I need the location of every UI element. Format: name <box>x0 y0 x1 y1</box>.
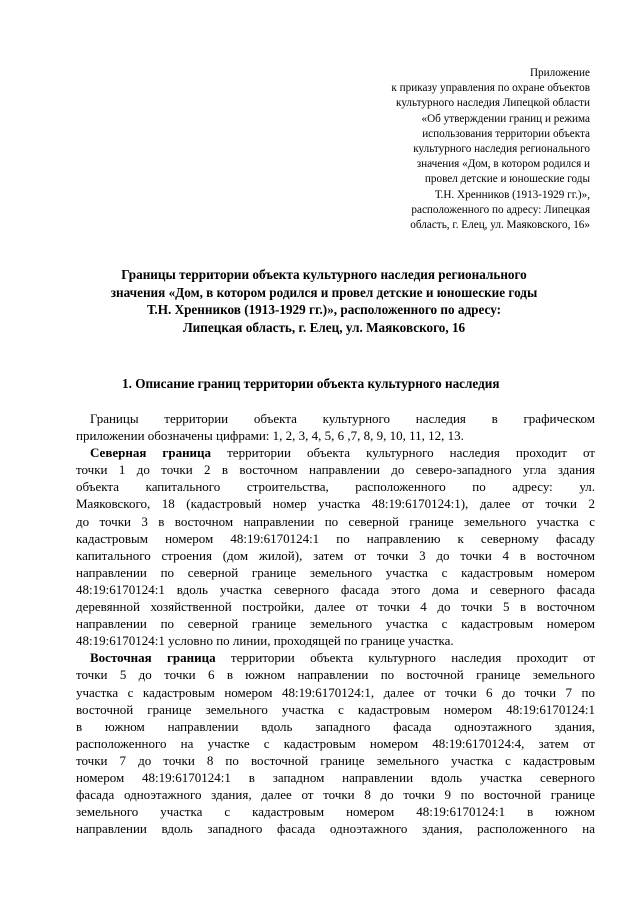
title-line: Т.Н. Хренников (1913-1929 гг.)», расположенного по адресу: <box>146 302 502 317</box>
paragraph-line: точки 1 до точки 2 в восточном направлении до северо-западного угла здания <box>76 462 595 478</box>
appendix-block <box>290 66 590 233</box>
east-boundary-label: Восточная граница <box>90 650 216 666</box>
paragraph-line: расположенного на участке с кадастровым номером 48:19:6170124:4, затем от <box>76 735 595 751</box>
paragraph-line: до точки 3 в восточном направлении по северной границе земельного участка с <box>76 513 595 529</box>
paragraph-line: приложении обозначены цифрами: 1, 2, 3, 4, 5, 6 ,7, 8, 9, 10, 11, 12, 13. <box>76 428 464 444</box>
paragraph-line: точки 7 до точки 8 по восточной границе земельного участка с кадастровым <box>76 752 595 768</box>
paragraph-text: территории объекта культурного наследия проходит от <box>211 445 595 461</box>
appendix-line: Приложение <box>529 67 590 79</box>
paragraph-line: фасада одноэтажного здания, далее от точки 8 до точки 9 по восточной границе <box>76 787 595 803</box>
appendix-line: расположенного по адресу: Липецкая <box>411 203 590 216</box>
paragraph-line: 48:19:6170124:1 условно по линии, проходящей по границе участка. <box>76 633 454 649</box>
document-title <box>60 266 588 336</box>
paragraph-line: земельного участка с кадастровым номером 48:19:6170124:1 в южном <box>76 804 595 820</box>
body-text <box>76 410 595 837</box>
paragraph-line: капитального строения (дом жилой), затем от точки 3 до точки 4 в восточном <box>76 547 595 563</box>
east-boundary-first-line <box>76 649 595 666</box>
title-line: Границы территории объекта культурного наследия регионального <box>121 267 527 282</box>
paragraph-line: направлении по северной границе земельного участка с кадастровым номером <box>76 616 595 632</box>
appendix-line: культурного наследия Липецкой области <box>396 97 590 110</box>
appendix-line: «Об утверждении границ и режима <box>421 112 590 125</box>
paragraph-line: объекта капитального строительства, расположенного по адресу: ул. <box>76 479 595 495</box>
appendix-line: провел детские и юношеские годы <box>424 173 590 186</box>
appendix-line: культурного наследия регионального <box>413 143 590 156</box>
paragraph-line: направлении по северной границе земельного участка с кадастровым номером <box>76 564 595 580</box>
title-line: Липецкая область, г. Елец, ул. Маяковского, 16 <box>182 319 466 335</box>
paragraph-line: деревянной хозяйственной постройки, далее от точки 4 до точки 5 в восточном <box>76 599 595 615</box>
paragraph-text: территории объекта культурного наследия проходит от <box>215 650 595 666</box>
appendix-line: область, г. Елец, ул. Маяковского, 16» <box>410 219 590 232</box>
paragraph-line: Границы территории объекта культурного наследия в графическом <box>90 411 595 426</box>
paragraph-line: направлении вдоль западного фасада одноэтажного здания, расположенного на <box>76 821 595 837</box>
title-line: значения «Дом, в котором родился и провел детские и юношеские годы <box>110 284 538 300</box>
paragraph-line: 48:19:6170124:1 вдоль участка северного фасада этого дома и северного фасада <box>76 581 595 597</box>
paragraph-line: кадастровым номером 48:19:6170124:1 по направлению к северному фасаду <box>76 530 595 546</box>
appendix-line: к приказу управления по охране объектов <box>391 82 590 95</box>
paragraph-line: восточной границе земельного участка с кадастровым номером 48:19:6170124:1 <box>76 701 595 717</box>
paragraph-line: участка с кадастровым номером 48:19:6170124:1, далее от точки 6 до точки 7 по <box>76 684 595 700</box>
appendix-line: Т.Н. Хренников (1913-1929 гг.)», <box>434 188 590 201</box>
north-boundary-first-line <box>76 444 595 461</box>
section-heading: 1. Описание границ территории объекта культурного наследия <box>122 376 500 391</box>
paragraph-line: точки 5 до точки 6 в южном направлении по восточной границе земельного <box>76 667 595 683</box>
paragraph-line: Маяковского, 18 (кадастровый номер участка 48:19:6170124:1), далее от точки 2 <box>76 496 595 512</box>
paragraph-line: номером 48:19:6170124:1 в западном направлении вдоль участка северного <box>76 769 595 785</box>
appendix-line: значения «Дом, в котором родился и <box>416 158 590 171</box>
paragraph-line: в южном направлении вдоль западного фасада одноэтажного здания, <box>76 718 595 734</box>
appendix-line: использования территории объекта <box>422 127 590 140</box>
north-boundary-label: Северная граница <box>90 445 212 461</box>
